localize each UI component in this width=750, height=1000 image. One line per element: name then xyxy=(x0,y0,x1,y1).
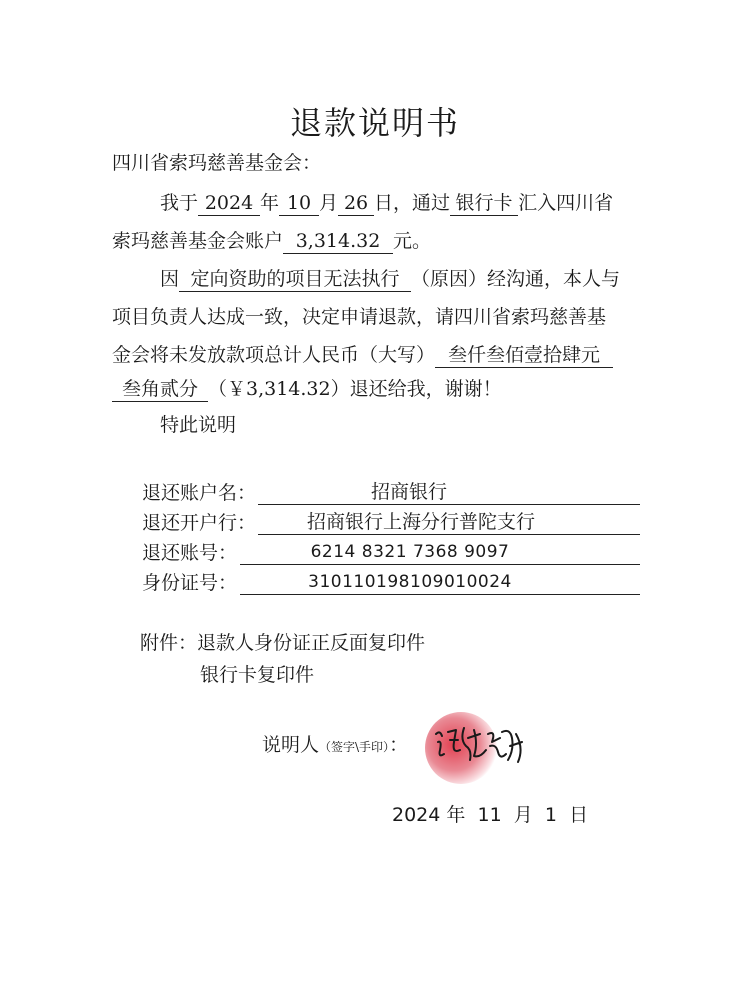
para1-line2-text: 索玛慈善基金会账户 xyxy=(112,230,284,252)
attachments-label: 附件： xyxy=(140,632,198,654)
para2-line4 xyxy=(112,376,502,402)
date-day: 1 xyxy=(544,804,557,826)
date-day-unit: 日 xyxy=(569,804,589,826)
closing-text: 特此说明 xyxy=(160,414,237,436)
transfer-method: 银行卡 xyxy=(450,191,518,216)
para1-line2 xyxy=(112,228,431,254)
para2-line1 xyxy=(160,266,620,292)
para1-text-1: 我于 xyxy=(160,192,199,214)
account-number-label: 退还账号： xyxy=(142,542,238,564)
para1-text-4: 日，通过 xyxy=(374,192,451,214)
para1-text-2: 年 xyxy=(260,192,280,214)
id-number-value xyxy=(240,570,640,595)
recipient-line: 四川省索玛慈善基金会： xyxy=(112,152,322,174)
signer-note: （签字\手印） xyxy=(319,740,390,754)
date-month-unit: 月 xyxy=(513,804,533,826)
para2-line3 xyxy=(112,342,613,368)
id-number-text: 310110198109010024 xyxy=(308,572,512,592)
bank-branch-label: 退还开户行： xyxy=(142,512,257,534)
para2-line2: 项目负责人达成一致，决定申请退款，请四川省索玛慈善基 xyxy=(112,306,607,328)
para2-text-1: 因 xyxy=(160,268,180,290)
bank-branch-value xyxy=(258,510,640,535)
signer-line xyxy=(262,732,408,760)
para2-text-2: （原因）经沟通，本人与 xyxy=(411,268,621,290)
para2-line4-text: （￥3,314.32）退还给我，谢谢！ xyxy=(208,378,502,400)
handwritten-signature xyxy=(430,720,530,770)
para1-text-3: 月 xyxy=(319,192,339,214)
para1-text-5: 汇入四川省 xyxy=(518,192,614,214)
document-title: 退款说明书 xyxy=(289,104,460,142)
account-name-value xyxy=(258,480,640,505)
para1-line2-end: 元。 xyxy=(393,230,432,252)
date-month: 11 xyxy=(477,804,502,826)
attachments-line1 xyxy=(140,630,425,656)
transfer-month: 10 xyxy=(279,191,319,216)
para1-line1 xyxy=(160,190,613,216)
attachment-item-2: 银行卡复印件 xyxy=(200,664,315,686)
signing-date xyxy=(392,800,588,827)
account-name-label: 退还账户名： xyxy=(142,482,257,504)
refund-reason: 定向资助的项目无法执行 xyxy=(179,267,411,292)
date-year: 2024 xyxy=(392,804,441,826)
signer-label: 说明人 xyxy=(262,734,320,756)
amount-in-words-part1: 叁仟叁佰壹拾肆元 xyxy=(435,343,613,368)
account-number-text: 6214 8321 7368 9097 xyxy=(310,542,510,562)
account-number-value xyxy=(240,540,640,565)
transfer-day: 26 xyxy=(338,191,374,216)
attachment-item-1: 退款人身份证正反面复印件 xyxy=(197,632,426,654)
amount-in-words-part2: 叁角贰分 xyxy=(112,377,208,402)
id-number-label: 身份证号： xyxy=(142,572,238,594)
account-name-text: 招商银行 xyxy=(370,481,447,503)
bank-branch-text: 招商银行上海分行普陀支行 xyxy=(306,511,535,533)
date-year-unit: 年 xyxy=(446,804,466,826)
transfer-year: 2024 xyxy=(198,191,260,216)
para2-line3-text: 金会将未发放款项总计人民币（大写） xyxy=(112,344,436,366)
transfer-amount: 3,314.32 xyxy=(283,229,393,254)
signer-colon: ： xyxy=(389,734,409,756)
